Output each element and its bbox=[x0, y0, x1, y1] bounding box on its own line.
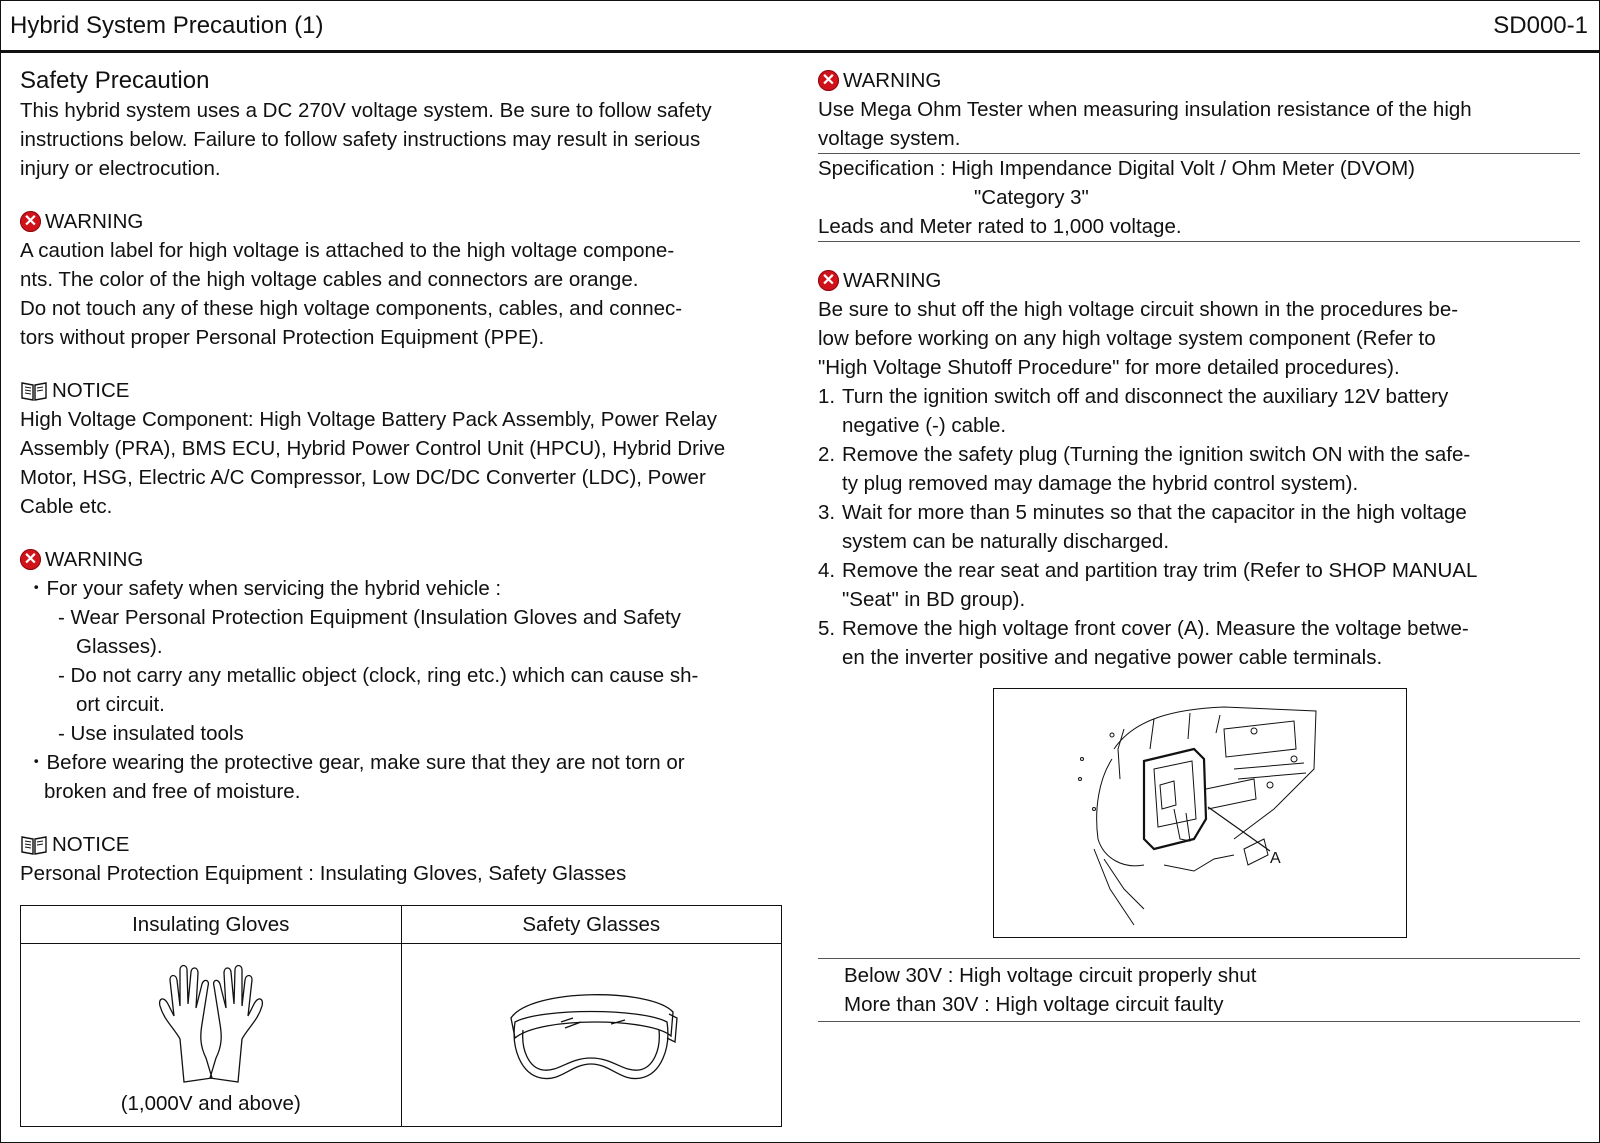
high-voltage-cover-diagram bbox=[993, 688, 1407, 938]
warning-label: WARNING bbox=[843, 269, 942, 292]
book-icon bbox=[20, 834, 48, 856]
warning-heading bbox=[818, 66, 1580, 95]
warning-line: Be sure to shut off the high voltage circuit shown in the procedures be- bbox=[818, 298, 1459, 321]
warning-line: A caution label for high voltage is attached to the high voltage compone- bbox=[20, 239, 675, 262]
page-title: Hybrid System Precaution (1) bbox=[10, 12, 324, 39]
page-code: SD000-1 bbox=[1493, 12, 1588, 39]
intro-line: instructions below. Failure to follow safety instructions may result in serious bbox=[20, 128, 701, 151]
diagram-callout-a: A bbox=[1270, 850, 1281, 867]
warning-icon: ✕ bbox=[818, 70, 839, 91]
bullet-line-cont: broken and free of moisture. bbox=[44, 780, 301, 803]
sub-item-cont: Glasses). bbox=[76, 635, 163, 658]
step-item: 1. Turn the ignition switch off and disconnect the auxiliary 12V battery bbox=[818, 385, 1449, 408]
notice-line: Assembly (PRA), BMS ECU, Hybrid Power Control Unit (HPCU), Hybrid Drive bbox=[20, 437, 726, 460]
notice-label: NOTICE bbox=[52, 379, 130, 402]
gloves-caption: (1,000V and above) bbox=[120, 1092, 301, 1115]
ppe-header-glasses: Safety Glasses bbox=[401, 906, 782, 944]
spec-line: Specification : High Impendance Digital Volt / Ohm Meter (DVOM) bbox=[818, 157, 1416, 180]
intro-line: This hybrid system uses a DC 270V voltage system. Be sure to follow safety bbox=[20, 99, 712, 122]
warning-icon: ✕ bbox=[20, 211, 41, 232]
step-item: 4. Remove the rear seat and partition tray trim (Refer to SHOP MANUAL bbox=[818, 559, 1478, 582]
ppe-header-gloves: Insulating Gloves bbox=[21, 906, 402, 944]
sub-item: - Do not carry any metallic object (clock, ring etc.) which can cause sh- bbox=[58, 664, 699, 687]
warning-icon: ✕ bbox=[818, 270, 839, 291]
section-title: Safety Precaution bbox=[20, 67, 210, 94]
ppe-cell-glasses bbox=[401, 944, 782, 1127]
measurement-result-block bbox=[818, 958, 1580, 1022]
right-column bbox=[818, 66, 1580, 672]
notice-line: Motor, HSG, Electric A/C Compressor, Low DC/DC Converter (LDC), Power bbox=[20, 466, 706, 489]
warning-label: WARNING bbox=[843, 69, 942, 92]
specification-block bbox=[818, 153, 1580, 242]
step-item-cont: en the inverter positive and negative power cable terminals. bbox=[842, 646, 1383, 669]
warning-icon: ✕ bbox=[20, 549, 41, 570]
warning-heading bbox=[818, 266, 1580, 295]
warning-line: nts. The color of the high voltage cables and connectors are orange. bbox=[20, 268, 639, 291]
ppe-table bbox=[20, 905, 782, 1127]
step-item-cont: negative (-) cable. bbox=[842, 414, 1007, 437]
warning-line: Do not touch any of these high voltage components, cables, and connec- bbox=[20, 297, 683, 320]
sub-item: - Wear Personal Protection Equipment (Insulation Gloves and Safety bbox=[58, 606, 681, 629]
step-item-cont: system can be naturally discharged. bbox=[842, 530, 1170, 553]
notice-label: NOTICE bbox=[52, 833, 130, 856]
sub-item-cont: ort circuit. bbox=[76, 693, 165, 716]
warning-heading bbox=[20, 207, 790, 236]
warning-heading bbox=[20, 545, 790, 574]
warning-line: Use Mega Ohm Tester when measuring insulation resistance of the high bbox=[818, 98, 1472, 121]
warning-line: "High Voltage Shutoff Procedure" for more detailed procedures). bbox=[818, 356, 1400, 379]
step-item-cont: ty plug removed may damage the hybrid control system). bbox=[842, 472, 1359, 495]
gloves-illustration bbox=[146, 954, 276, 1084]
result-line: Below 30V : High voltage circuit properly shut bbox=[844, 964, 1257, 987]
warning-label: WARNING bbox=[45, 210, 144, 233]
notice-line: High Voltage Component: High Voltage Battery Pack Assembly, Power Relay bbox=[20, 408, 717, 431]
bullet-line: ・For your safety when servicing the hybrid vehicle : bbox=[26, 577, 502, 600]
warning-line: tors without proper Personal Protection Equipment (PPE). bbox=[20, 326, 545, 349]
warning-label: WARNING bbox=[45, 548, 144, 571]
intro-line: injury or electrocution. bbox=[20, 157, 221, 180]
spec-line: "Category 3" bbox=[974, 186, 1089, 209]
spec-line: Leads and Meter rated to 1,000 voltage. bbox=[818, 215, 1182, 238]
step-item: 3. Wait for more than 5 minutes so that the capacitor in the high voltage bbox=[818, 501, 1467, 524]
step-item: 5. Remove the high voltage front cover (A). Measure the voltage betwe- bbox=[818, 617, 1469, 640]
notice-heading bbox=[20, 376, 790, 405]
step-item-cont: "Seat" in BD group). bbox=[842, 588, 1026, 611]
left-column bbox=[20, 66, 790, 888]
notice-heading bbox=[20, 830, 790, 859]
warning-line: low before working on any high voltage system component (Refer to bbox=[818, 327, 1436, 350]
page-header bbox=[0, 0, 1600, 53]
result-line: More than 30V : High voltage circuit faulty bbox=[844, 993, 1224, 1016]
notice-line: Personal Protection Equipment : Insulating Gloves, Safety Glasses bbox=[20, 862, 627, 885]
book-icon bbox=[20, 380, 48, 402]
bullet-line: ・Before wearing the protective gear, make sure that they are not torn or bbox=[26, 751, 685, 774]
notice-line: Cable etc. bbox=[20, 495, 113, 518]
sub-item: - Use insulated tools bbox=[58, 722, 244, 745]
warning-line: voltage system. bbox=[818, 127, 961, 150]
ppe-cell-gloves bbox=[21, 944, 402, 1127]
goggles-illustration bbox=[501, 978, 681, 1098]
step-item: 2. Remove the safety plug (Turning the ignition switch ON with the safe- bbox=[818, 443, 1471, 466]
diagram-illustration bbox=[994, 689, 1406, 937]
